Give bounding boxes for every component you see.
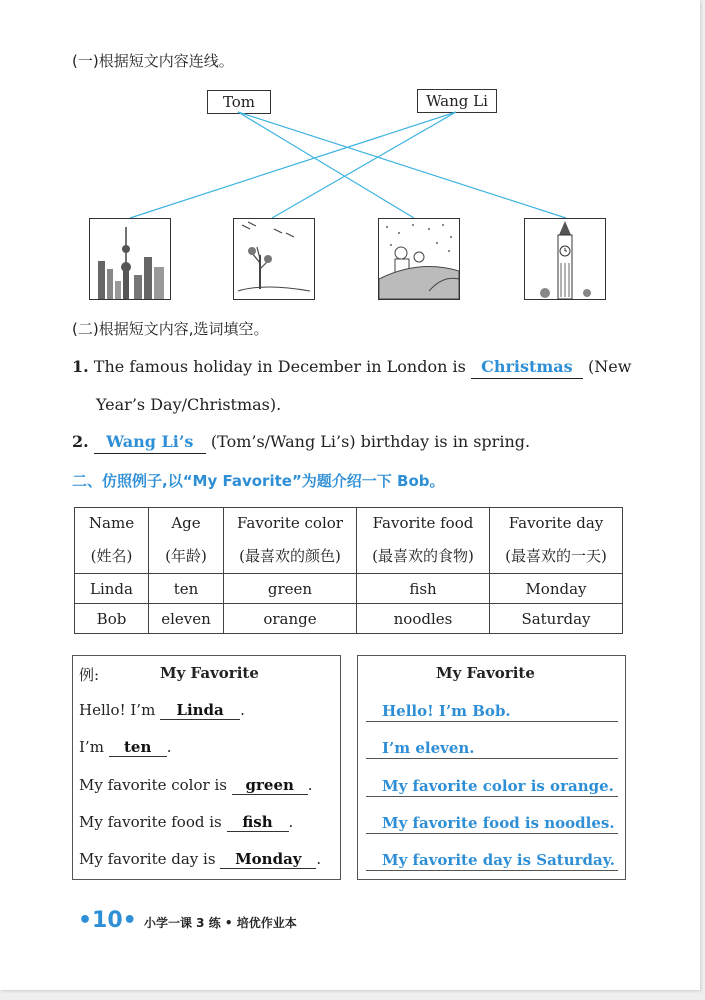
table-header-cell: Name <box>75 508 149 538</box>
part2-heading: 二、仿照例子,以“My Favorite”为题介绍一下 Bob。 <box>72 472 445 490</box>
connector-lines <box>0 0 700 230</box>
section1-heading: (一)根据短文内容连线。 <box>72 52 234 70</box>
question-2-answer[interactable]: Wang Li’s <box>94 431 206 454</box>
example-line-5-text: My favorite day is <box>79 850 216 868</box>
question-1-options: (New <box>587 357 632 376</box>
connector-wangli-pic2 <box>272 112 456 218</box>
tree-wind-icon <box>234 219 314 299</box>
example-line-4 <box>79 813 293 832</box>
connector-tom-pic4 <box>238 112 566 218</box>
table-header-cn-cell: (姓名) <box>75 538 149 574</box>
example-line-1 <box>79 701 245 720</box>
table-cell: noodles <box>357 604 490 634</box>
table-row <box>75 574 623 604</box>
example-line-5-fill: Monday <box>220 850 316 869</box>
table-header-cell: Favorite color <box>224 508 357 538</box>
picture-windy-tree <box>233 218 315 300</box>
example-title: My Favorite <box>160 664 259 682</box>
question-1-answer[interactable]: Christmas <box>471 356 583 379</box>
answer-line-2[interactable]: I’m eleven. <box>366 739 618 759</box>
picture-snow-scene <box>378 218 460 300</box>
example-line-2-end: . <box>166 738 172 756</box>
book-title: 小学一课 3 练 • 培优作业本 <box>144 916 297 930</box>
clock-tower-icon <box>525 219 605 299</box>
example-line-1-fill: Linda <box>160 701 240 720</box>
example-line-5-end: . <box>316 850 322 868</box>
table-cell: Linda <box>75 574 149 604</box>
table-header-cn-cell: (最喜欢的食物) <box>357 538 490 574</box>
name-box-tom: Tom <box>207 90 271 114</box>
answer-line-1[interactable]: Hello! I’m Bob. <box>366 702 618 722</box>
section2-heading: (二)根据短文内容,选词填空。 <box>72 320 269 338</box>
table-row <box>75 604 623 634</box>
question-2-text: (Tom’s/Wang Li’s) birthday is in spring. <box>210 432 531 451</box>
picture-big-ben <box>524 218 606 300</box>
table-header-cell: Age <box>149 508 224 538</box>
question-1-options-cont: Year’s Day/Christmas). <box>96 395 282 414</box>
answer-line-4[interactable]: My favorite food is noodles. <box>366 814 618 834</box>
table-header-cn-row <box>75 538 623 574</box>
question-2-number: 2. <box>72 432 89 451</box>
name-box-wangli: Wang Li <box>417 89 497 113</box>
example-line-2-fill: ten <box>109 738 167 757</box>
example-line-3 <box>79 776 313 795</box>
table-header-cn-cell: (最喜欢的一天) <box>490 538 623 574</box>
page-number: •10• <box>78 908 137 933</box>
table-cell: Bob <box>75 604 149 634</box>
connector-wangli-pic1 <box>130 112 456 218</box>
question-1 <box>72 356 632 379</box>
example-line-2 <box>79 738 171 757</box>
table-cell: ten <box>149 574 224 604</box>
example-line-4-text: My favorite food is <box>79 813 222 831</box>
example-line-5 <box>79 850 321 869</box>
answer-box <box>357 655 626 880</box>
picture-city-skyline <box>89 218 171 300</box>
answer-line-3[interactable]: My favorite color is orange. <box>366 777 618 797</box>
example-line-3-text: My favorite color is <box>79 776 227 794</box>
skyline-icon <box>90 219 170 299</box>
answer-line-5[interactable]: My favorite day is Saturday. <box>366 851 618 871</box>
table-cell: green <box>224 574 357 604</box>
snow-icon <box>379 219 459 299</box>
example-line-3-end: . <box>307 776 313 794</box>
table-cell: Monday <box>490 574 623 604</box>
example-box <box>72 655 341 880</box>
table-cell: eleven <box>149 604 224 634</box>
table-header-cell: Favorite day <box>490 508 623 538</box>
question-1-number: 1. <box>72 357 89 376</box>
table-header-cn-cell: (年龄) <box>149 538 224 574</box>
table-cell: fish <box>357 574 490 604</box>
question-2 <box>72 431 530 454</box>
table-header-en-row <box>75 508 623 538</box>
table-header-cn-cell: (最喜欢的颜色) <box>224 538 357 574</box>
table-cell: orange <box>224 604 357 634</box>
example-line-1-text: Hello! I’m <box>79 701 156 719</box>
info-table <box>74 507 623 634</box>
example-line-1-end: . <box>240 701 245 719</box>
connector-tom-pic3 <box>238 112 414 218</box>
example-line-3-fill: green <box>232 776 308 795</box>
table-cell: Saturday <box>490 604 623 634</box>
example-label: 例: <box>79 666 100 684</box>
example-line-2-text: I’m <box>79 738 104 756</box>
example-line-4-fill: fish <box>227 813 289 832</box>
table-header-cell: Favorite food <box>357 508 490 538</box>
question-1-text: The famous holiday in December in London is <box>93 357 466 376</box>
answer-title: My Favorite <box>436 664 535 682</box>
example-line-4-end: . <box>288 813 294 831</box>
